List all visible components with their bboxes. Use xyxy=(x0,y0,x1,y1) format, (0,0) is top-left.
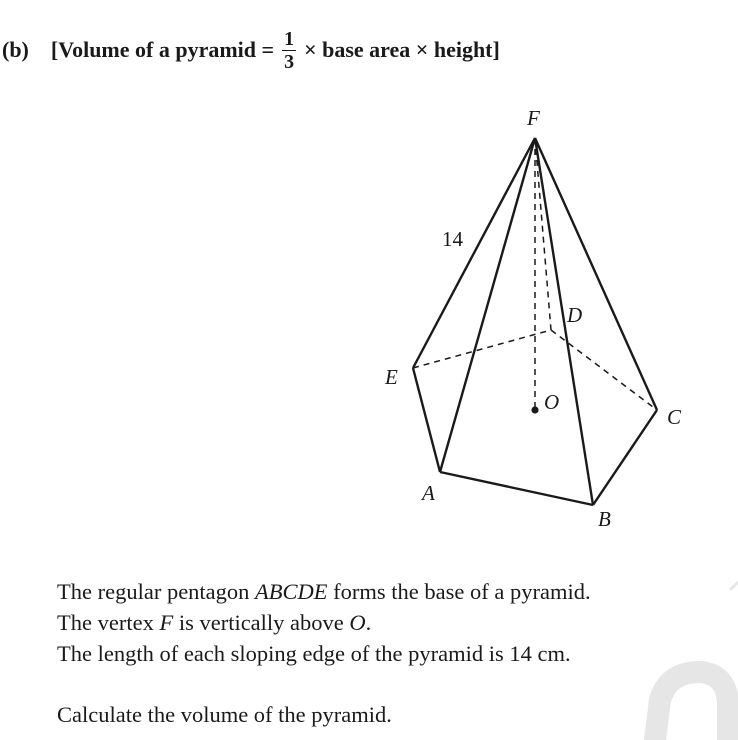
formula-rest: × base area × height] xyxy=(304,37,500,62)
watermark-mark xyxy=(730,582,738,590)
formula-open: [Volume of a pyramid = xyxy=(50,37,275,62)
text-line-4: Calculate the volume of the pyramid. xyxy=(57,702,392,727)
fraction-numerator: 1 xyxy=(284,27,295,50)
fraction-denominator: 3 xyxy=(284,50,295,73)
text-line-3: The length of each sloping edge of the pyramid is 14 cm. xyxy=(57,641,571,666)
label-C: C xyxy=(667,405,682,429)
label-B: B xyxy=(598,507,611,531)
label-E: E xyxy=(385,365,398,389)
text-line-1: The regular pentagon ABCDE forms the base of a pyramid. xyxy=(57,579,591,604)
label-D: D xyxy=(567,303,583,327)
label-F: F xyxy=(527,106,540,130)
label-O: O xyxy=(544,390,560,414)
pentagon-name: ABCDE xyxy=(255,579,328,604)
label-A: A xyxy=(422,481,435,505)
watermark-stroke xyxy=(655,672,728,740)
label-edge-length: 14 xyxy=(442,227,463,251)
text-line-2: The vertex F is vertically above O. xyxy=(57,610,372,635)
part-label: (b) xyxy=(2,37,29,62)
